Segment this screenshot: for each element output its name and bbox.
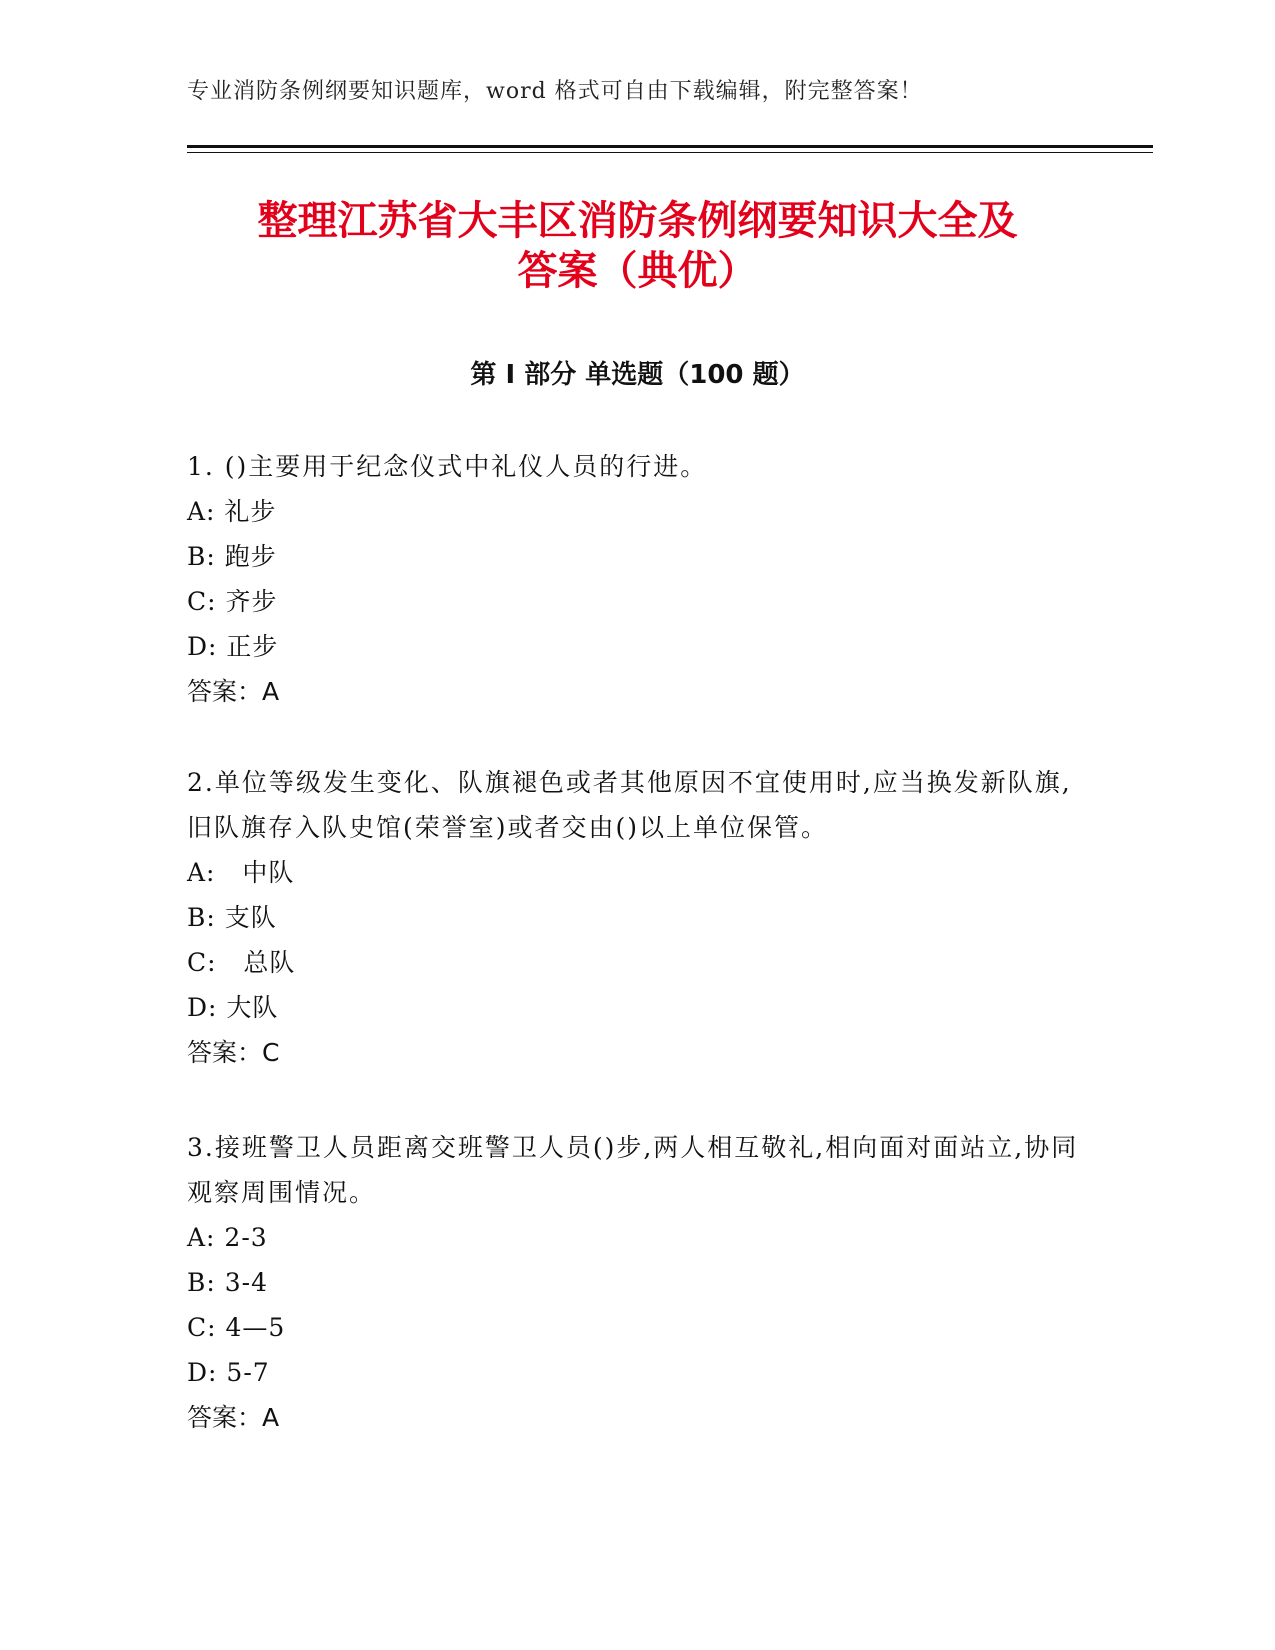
option-c: C: 4—5	[187, 1313, 286, 1342]
question-3	[187, 1125, 1087, 1440]
option-b: B: 支队	[187, 903, 277, 932]
document-title	[150, 196, 1125, 296]
option-a: A: 礼步	[187, 497, 277, 526]
header-note: 专业消防条例纲要知识题库，word 格式可自由下载编辑，附完整答案！	[187, 79, 923, 104]
answer-line: 答案：A	[187, 1403, 280, 1432]
option-d: D: 大队	[187, 993, 279, 1022]
question-2	[187, 760, 1087, 1075]
question-1	[187, 444, 1087, 714]
header-rule-thin	[187, 152, 1153, 153]
option-d: D: 5-7	[187, 1358, 270, 1387]
option-c: C: 总队	[187, 948, 296, 977]
section-title: 第 I 部分 单选题（100 题）	[470, 360, 805, 390]
option-a: A: 中队	[187, 858, 295, 887]
option-a: A: 2-3	[187, 1223, 268, 1252]
question-stem: 2.单位等级发生变化、队旗褪色或者其他原因不宜使用时,应当换发新队旗,旧队旗存入队史馆(荣誉室)或者交由()以上单位保管。	[187, 768, 1072, 842]
option-b: B: 3-4	[187, 1268, 268, 1297]
header-rule-thick	[187, 145, 1153, 148]
answer-line: 答案：C	[187, 1038, 280, 1067]
question-stem: 1. ()主要用于纪念仪式中礼仪人员的行进。	[187, 452, 708, 481]
option-b: B: 跑步	[187, 542, 277, 571]
option-c: C: 齐步	[187, 587, 278, 616]
option-d: D: 正步	[187, 632, 279, 661]
title-line-2: 答案（典优）	[517, 248, 758, 294]
question-stem: 3.接班警卫人员距离交班警卫人员()步,两人相互敬礼,相向面对面站立,协同观察周围情况。	[187, 1133, 1079, 1207]
answer-line: 答案：A	[187, 677, 280, 706]
title-line-1: 整理江苏省大丰区消防条例纲要知识大全及	[257, 198, 1018, 244]
